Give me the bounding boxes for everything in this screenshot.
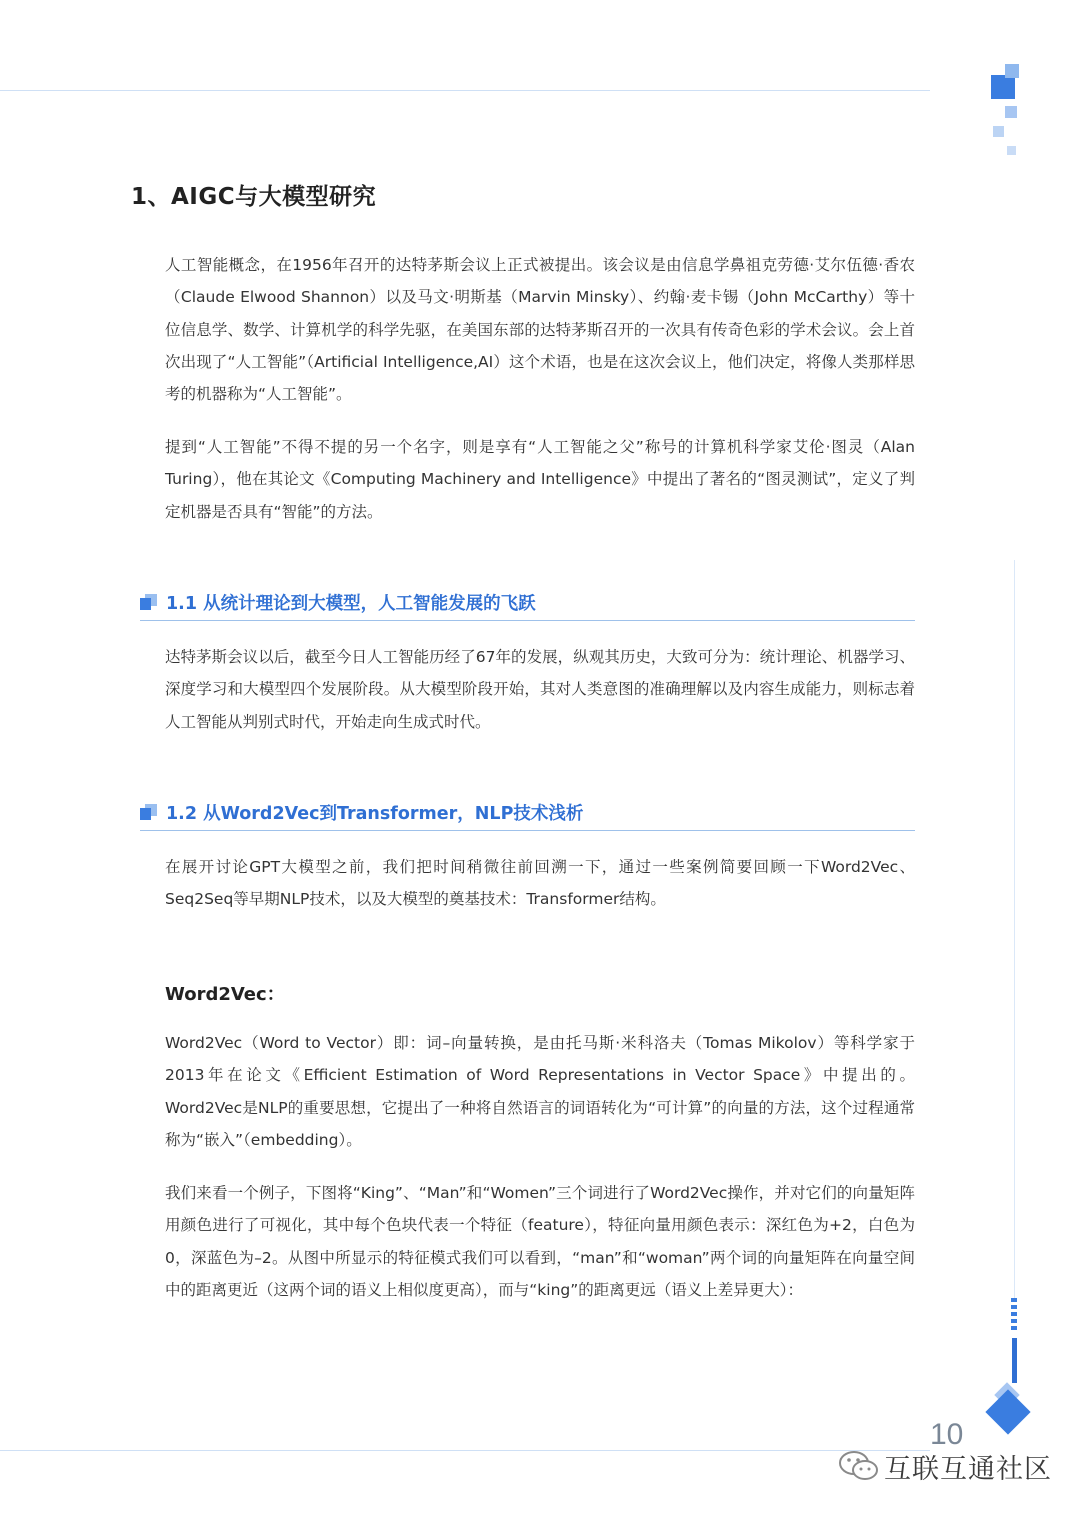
wechat-icon — [838, 1448, 880, 1484]
intro-paragraph-2: 提到“人工智能”不得不提的另一个名字，则是享有“人工智能之父”称号的计算机科学家艾伦·图灵（Alan Turing），他在其论文《Computing Machinery and Intelligence》中提出了著名的“图灵测试”，定义了判定机器是否具有“智能”的方法。 — [165, 438, 915, 521]
section-1-paragraph: 达特茅斯会议以后，截至今日人工智能历经了67年的发展，纵观其历史，大致可分为：统计理论、机器学习、深度学习和大模型四个发展阶段。从大模型阶段开始，其对人类意图的准确理解以及内容生成能力，则标志着人工智能从判别式时代，开始走向生成式时代。 — [165, 648, 915, 731]
page-number: 10 — [930, 1418, 964, 1451]
section-2-title: 1.2 从Word2Vec到Transformer，NLP技术浅析 — [166, 804, 584, 824]
right-divider — [1014, 560, 1015, 1300]
side-bar-decoration — [1012, 1338, 1017, 1383]
page-title: 1、AIGC与大模型研究 — [131, 184, 377, 210]
top-divider — [0, 90, 930, 91]
section-marker-icon — [140, 594, 158, 612]
section-1-header — [140, 586, 915, 621]
diamond-decoration — [985, 1389, 1030, 1434]
word2vec-heading: Word2Vec： — [165, 984, 285, 1005]
section-2-header — [140, 796, 915, 831]
section-2-paragraph: 在展开讨论GPT大模型之前，我们把时间稍微往前回溯一下，通过一些案例简要回顾一下Word2Vec、Seq2Seq等早期NLP技术，以及大模型的奠基技术：Transformer结构。 — [165, 858, 915, 909]
intro-paragraph-1: 人工智能概念，在1956年召开的达特茅斯会议上正式被提出。该会议是由信息学鼻祖克劳德·艾尔伍德·香农（Claude Elwood Shannon）以及马文·明斯基（Marvin Minsky）、约翰·麦卡锡（John McCarthy）等十位信息学、数学、计算机学的科学先驱，在美国东部的达特茅斯召开的一次具有传奇色彩的学术会议。会上首次出现了“人工智能”（Artificial Intelligence,AI）这个术语，也是在这次会议上，他们决定，将像人类那样思考的机器称为“人工智能”。 — [165, 256, 915, 404]
word2vec-paragraph-1: Word2Vec（Word to Vector）即：词–向量转换，是由托马斯·米科洛夫（Tomas Mikolov）等科学家于2013年在论文《Efficient Estimation of Word Representations in Vector Space》中提出的。Word2Vec是NLP的重要思想，它提出了一种将自然语言的词语转化为“可计算”的向量的方法，这个过程通常称为“嵌入”（embedding）。 — [165, 1034, 915, 1149]
section-1-title: 1.1 从统计理论到大模型，人工智能发展的飞跃 — [166, 594, 536, 614]
corner-decoration — [985, 60, 1035, 160]
section-marker-icon — [140, 804, 158, 822]
word2vec-paragraph-2: 我们来看一个例子，下图将“King”、“Man”和“Women”三个词进行了Word2Vec操作，并对它们的向量矩阵用颜色进行了可视化，其中每个色块代表一个特征（feature），特征向量用颜色表示：深红色为+2，白色为0，深蓝色为–2。从图中所显示的特征模式我们可以看到，“man”和“woman”两个词的向量矩阵在向量空间中的距离更近（这两个词的语义上相似度更高），而与“king”的距离更远（语义上差异更大）： — [165, 1184, 915, 1299]
watermark-text: 互联互通社区 — [884, 1454, 1052, 1485]
bottom-divider — [0, 1450, 930, 1451]
